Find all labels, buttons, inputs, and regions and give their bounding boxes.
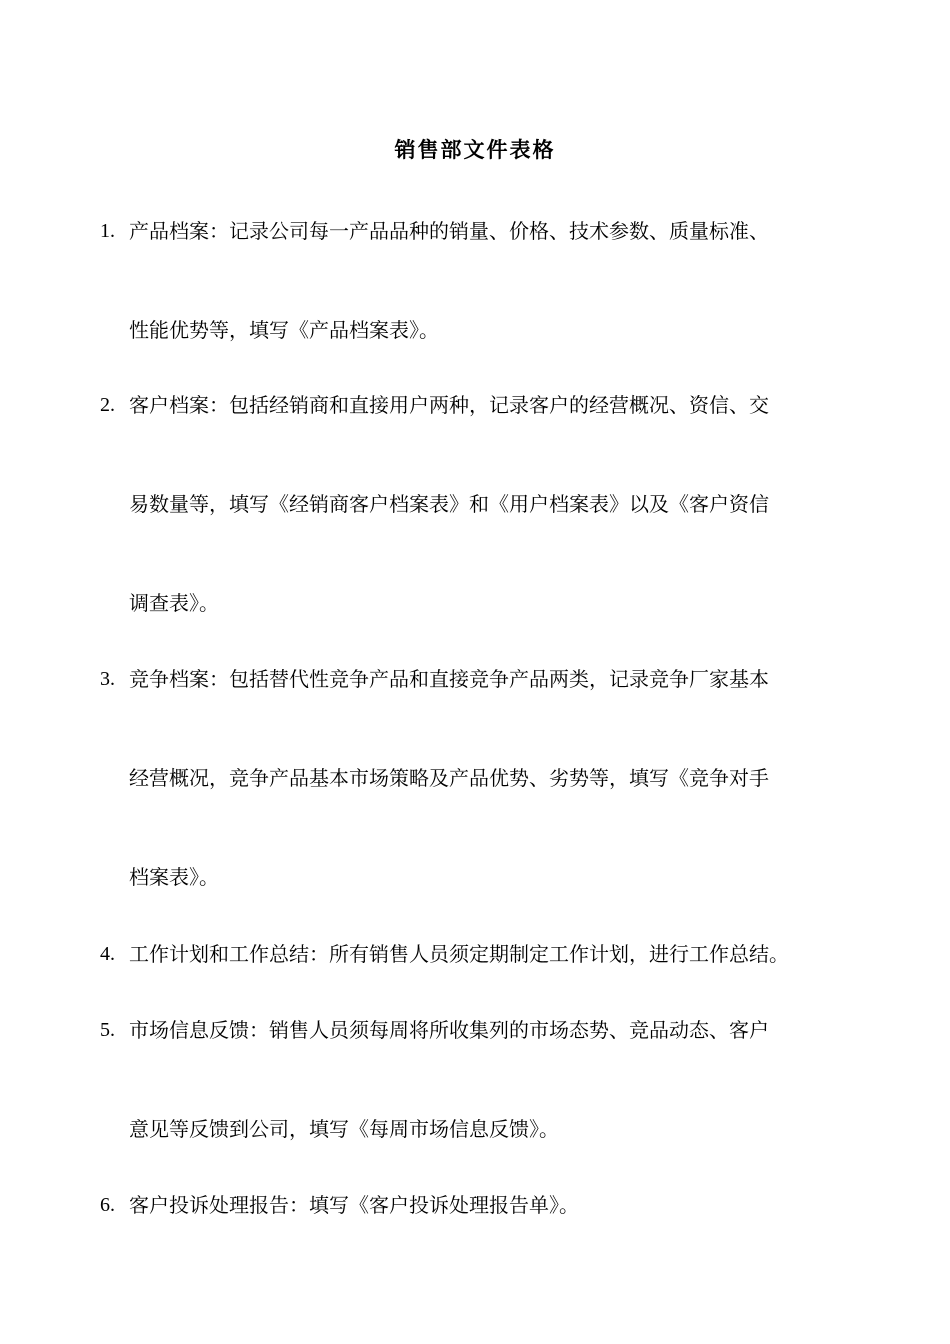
list-item-number: 2. — [100, 394, 115, 416]
list-item-number: 3. — [100, 668, 115, 690]
list-item-text-line: 经营概况，竞争产品基本市场策略及产品优势、劣势等，填写《竞争对手 — [129, 766, 769, 790]
list-item-number: 1. — [100, 220, 115, 242]
list-item-number: 6. — [100, 1194, 115, 1216]
list-item-text-line: 客户档案：包括经销商和直接用户两种，记录客户的经营概况、资信、交 — [129, 393, 769, 417]
list-item-text-line: 易数量等，填写《经销商客户档案表》和《用户档案表》以及《客户资信 — [129, 492, 769, 516]
list-item-text-line: 性能优势等，填写《产品档案表》。 — [129, 318, 439, 342]
list-item-text-line: 市场信息反馈：销售人员须每周将所收集列的市场态势、竞品动态、客户 — [129, 1018, 769, 1042]
list-item-text-line: 档案表》。 — [129, 865, 219, 889]
document-title: 销售部文件表格 — [394, 138, 556, 162]
list-item-number: 4. — [100, 943, 115, 965]
list-item-text-line: 竞争档案：包括替代性竞争产品和直接竞争产品两类，记录竞争厂家基本 — [129, 667, 769, 691]
list-item-text-line: 产品档案：记录公司每一产品品种的销量、价格、技术参数、质量标准、 — [129, 219, 769, 243]
list-item-text-line: 客户投诉处理报告：填写《客户投诉处理报告单》。 — [129, 1193, 579, 1217]
list-item-text-line: 调查表》。 — [129, 591, 219, 615]
list-item-number: 5. — [100, 1019, 115, 1041]
list-item-text-line: 工作计划和工作总结：所有销售人员须定期制定工作计划，进行工作总结。 — [129, 942, 789, 966]
list-item-text-line: 意见等反馈到公司，填写《每周市场信息反馈》。 — [129, 1117, 559, 1141]
